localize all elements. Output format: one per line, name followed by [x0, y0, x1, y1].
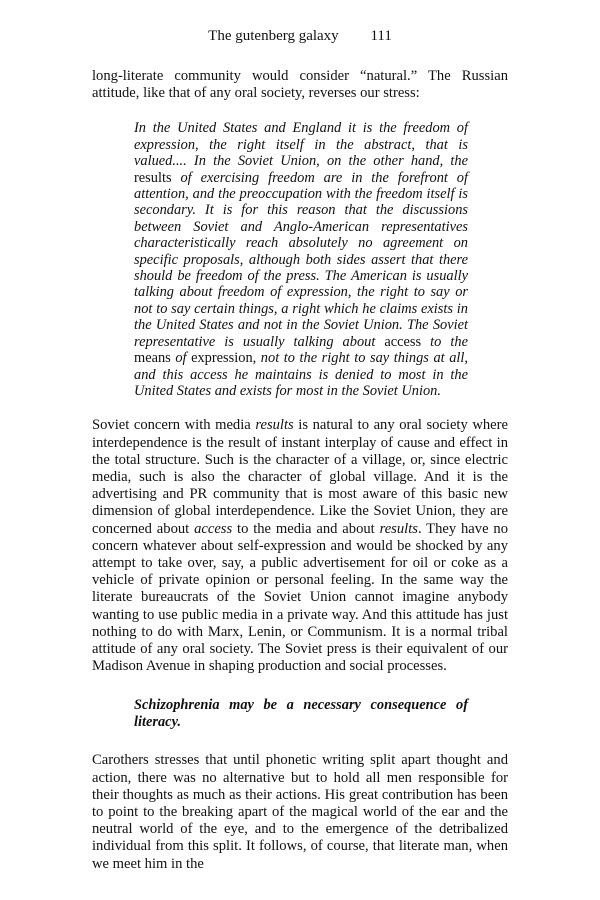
quote-upright: expression — [191, 350, 253, 367]
paragraph-carothers: Carothers stresses that until phonetic writing split apart thought and action, there was no alternative but to hold all men responsible for their thoughts as much as their actions. His great contribution has been to point to the breaking apart of the magical world of the ear and the neutral world of the eye, and to the emergence of the detribalized individual from this split. It follows, of course, that literate man, when we meet him in the — [92, 752, 508, 872]
quote-text: of — [170, 350, 192, 367]
emphasis: results — [255, 417, 294, 434]
section-epigraph: Schizophrenia may be a necessary consequence of literacy. — [134, 697, 468, 731]
running-head — [0, 27, 600, 45]
quote-text: , not to the right to say things at all, and this access he maintains is denied to most in the United States and exists for most in the Soviet Union. — [134, 350, 469, 399]
book-title: The gutenberg galaxy — [208, 28, 339, 44]
quote-upright: results — [134, 169, 172, 186]
text-run: . They have no concern whatever about self-expression and would be shocked by any attempt to take over, say, a public advertisement for oil or coke as a vehicle of private opinion or personal feeling. In the same way the literate bureaucrats of the Soviet Union cannot imagine anybody wanting to use public media in a private way. And this attitude has just nothing to do with Marx, Lenin, or Communism. It is a normal tribal attitude of any oral society. The Soviet press is their equivalent of our Madison Avenue in shaping production and social processes. — [92, 520, 508, 675]
text-run: is natural to any oral society where interdependence is the result of instant interplay of cause and effect in the total structure. Such is the character of a village, or, since electric media, such is also the character of global village. And it is the advertising and PR community that is most aware of this basic new dimension of global interdependence. Like the Soviet Union, they are concerned about — [92, 417, 508, 537]
emphasis: results — [379, 520, 418, 537]
quote-upright: access — [384, 333, 422, 350]
emphasis: access — [194, 520, 233, 537]
quote-text: of exercising freedom are in the forefront of attention, and the preoccupation with the freedom itself is secondary. It is for this reason that the discussions between Soviet and Anglo-American representatives characteristically reach absolutely no agreement on specific proposals, although both sides assert that there should be freedom of the press. The American is usually talking about freedom of expression, the right to say or not to say certain things, a right which he claims exists in the United States and not in the Soviet Union. The Soviet representative is usually talking about — [134, 169, 468, 350]
text-run: to the media and about — [232, 520, 380, 537]
quote-text: to the — [421, 333, 468, 350]
text-run: Soviet concern with media — [92, 417, 256, 434]
quote-upright: means — [134, 350, 171, 367]
page-number: 111 — [370, 28, 392, 44]
quote-text: In the United States and England it is the freedom of expression, the right itself in the abstract, that is valued.... In the Soviet Union, on the other hand, the — [134, 120, 468, 170]
block-quote — [134, 120, 468, 399]
paragraph-media-results — [92, 417, 508, 675]
paragraph-intro: long-literate community would consider “natural.” The Russian attitude, like that of any oral society, reverses our stress: — [92, 68, 508, 102]
page-body — [92, 68, 508, 873]
